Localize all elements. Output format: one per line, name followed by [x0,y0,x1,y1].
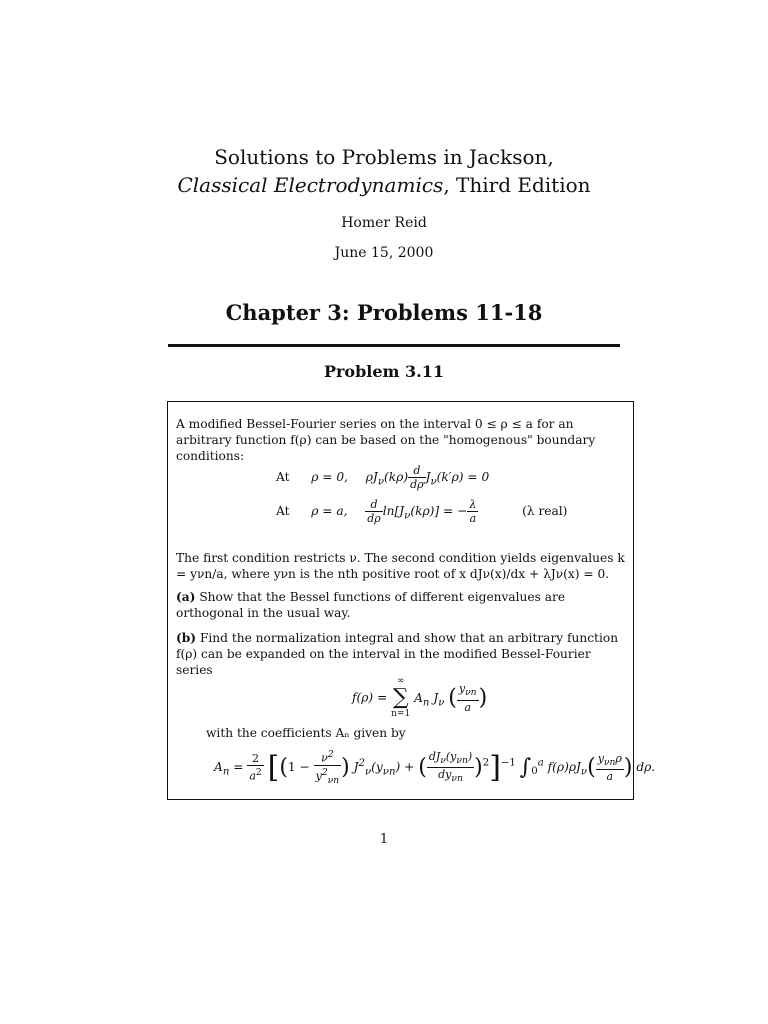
item-b-text: Find the normalization integral and show that an arbitrary function f(ρ) can be expanded on the interval in the modified Bessel-Fourier series [176,631,619,677]
coefficient-equation: $A_n$ = $\frac{2}{a^2}$ [(1 − $\frac{\nu^2}{y^2_{\nu n}}$ ) $J^2_\nu(y_{\nu n})$ + ( $\frac{dJ_\nu(y_{\nu n})}{dy_{\nu n}}$ )$^2$]$^{-1}$ $\int_0^a$ $f(\rho)\rho J_\nu$( $\frac{y_{\nu n}\rho}{a}$ ) dρ. [214,749,656,786]
item-a-text: Show that the Bessel functions of different eigenvalues are orthogonal in the usual way. [176,590,566,620]
cond2-note: (λ real) [522,504,568,518]
title-line-1: Solutions to Problems in Jackson, [214,145,554,169]
cond2-where: ρ = a, [311,504,348,518]
cond2-equation: $\frac{d}{d\rho}$ $\ln[J_\nu(k\rho)]$ = − $\frac{\lambda}{a}$ [367,498,477,525]
edition: , Third Edition [443,173,591,197]
boundary-condition-1 [276,464,489,491]
horizontal-rule [168,344,620,347]
title-line-2 [0,173,768,197]
item-a [176,589,628,621]
series-equation: f(ρ) = ∞ ∑ n=1 $A_n$ $J_\nu$ ( $\frac{y_{\nu n}}{a}$ ) [352,676,488,719]
item-b [176,630,628,678]
coefficient-text: with the coefficients Aₙ given by [206,726,406,740]
cond1-where: ρ = 0, [311,470,349,484]
cond1-at: At [276,470,290,484]
restrict-paragraph: The first condition restricts ν. The second condition yields eigenvalues k = yνn/a, where yνn is the nth positive root of x dJν(x)/dx + λJν(x) = 0. [176,551,625,581]
item-b-label: (b) [176,631,197,645]
cond1-equation: $\rho J_\nu(k\rho)$ $\frac{d}{d\rho}$ $J_\nu(k'\rho) = 0$ [365,464,490,491]
author: Homer Reid [341,215,427,231]
problem-heading: Problem 3.11 [323,362,445,381]
chapter-heading: Chapter 3: Problems 11-18 [225,300,543,325]
problem-statement-box [167,401,656,800]
date: June 15, 2000 [334,245,434,261]
page-number: 1 [379,832,389,847]
intro-paragraph: A modified Bessel-Fourier series on the interval 0 ≤ ρ ≤ a for an arbitrary function f(ρ) can be based on the "homogenous" boundary conditions: [176,417,596,463]
item-a-label: (a) [176,590,196,604]
cond2-at: At [276,504,290,518]
boundary-condition-2 [276,498,567,525]
book-title: Classical Electrodynamics [177,173,444,197]
